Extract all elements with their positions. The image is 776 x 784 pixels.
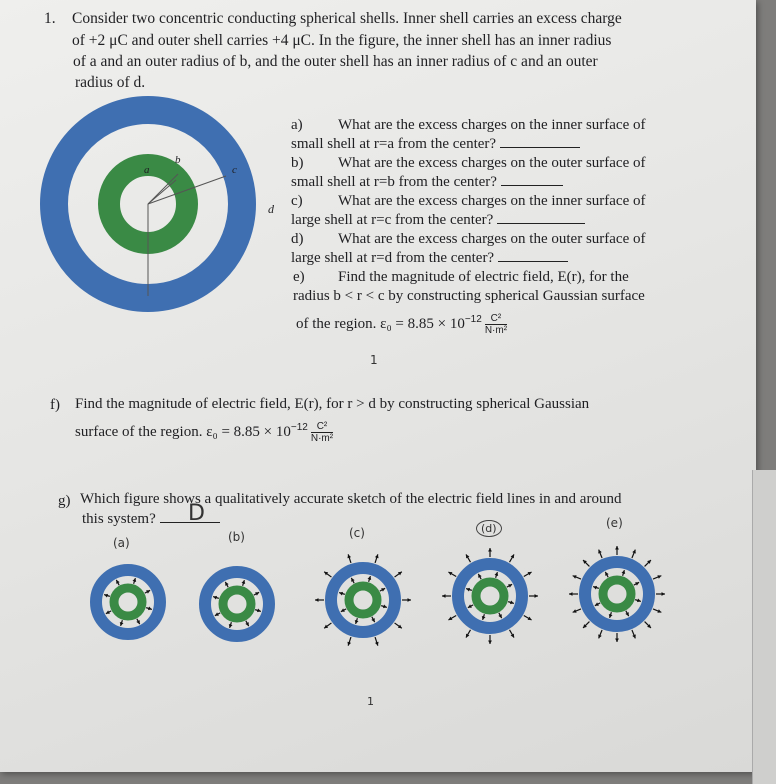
option-4-outer-arrow — [529, 594, 538, 598]
option-3-outer-arrow — [347, 554, 351, 563]
option-5-outer-arrow — [615, 633, 619, 642]
option-4-inner-arrow — [498, 613, 501, 618]
option-3-inner-arrow — [381, 605, 387, 609]
option-3-outer-arrow — [375, 637, 379, 646]
label-b: b — [175, 154, 181, 166]
part-d-tag: d) — [291, 231, 304, 247]
option-5-outer-arrow — [583, 622, 589, 628]
part-a-line2: small shell at r=a from the center? — [291, 135, 580, 154]
part-c-tag: c) — [291, 193, 303, 209]
option-1-inner-arrow — [146, 607, 152, 611]
option-b-label: (b) — [228, 530, 245, 544]
option-3-inner-arrow — [380, 588, 385, 591]
part-a-line1: What are the excess charges on the inner surface of — [338, 117, 646, 133]
option-3-inner-shell — [349, 586, 377, 614]
problem-line-3: of a and an outer radius of b, and the outer shell has an inner radius of c and an outer — [73, 53, 598, 70]
option-4-outer-shell — [458, 564, 522, 628]
option-5-inner-arrow — [635, 599, 641, 603]
option-4-outer-arrow — [466, 630, 471, 638]
option-1-inner-arrow — [104, 594, 110, 598]
option-4-outer-arrow — [510, 554, 515, 562]
option-5-inner-arrow — [595, 602, 600, 605]
part-e-line2: radius b < r < c by constructing spherical Gaussian surface — [293, 288, 645, 304]
problem-number: 1. — [44, 10, 56, 27]
option-3-outer-arrow — [324, 572, 331, 577]
part-c-line2: large shell at r=c from the center? — [291, 211, 585, 230]
option-3-inner-arrow — [371, 617, 374, 622]
label-c: c — [232, 164, 237, 176]
option-1-inner-arrow — [120, 620, 124, 626]
part-a-tag: a) — [291, 117, 303, 133]
part-f-line2: surface of the region. $\varepsilon_0 = 8.85 \times 10^{-12}$ $\frac{\text{C²}}{\text{N·m²}}$ — [75, 421, 334, 445]
option-5-outer-shell — [585, 562, 649, 626]
part-f-line1: Find the magnitude of electric field, E(r), for r > d by constructing spherical Gaussian — [75, 396, 590, 412]
option-4-inner-arrow — [482, 614, 486, 620]
option-3-inner-arrow — [355, 618, 359, 624]
page-number: 1 — [367, 695, 374, 708]
option-1-inner-arrow — [145, 590, 150, 593]
option-5-outer-arrow — [632, 630, 636, 638]
part-g-tag: g) — [58, 493, 71, 509]
option-5-outer-arrow — [598, 630, 602, 638]
part-g-line2: this system? — [82, 510, 220, 529]
option-5-outer-arrow — [645, 622, 651, 628]
option-2-inner-arrow — [254, 592, 259, 595]
option-5-inner-arrow — [609, 612, 613, 618]
option-5-inner-arrow — [634, 582, 639, 585]
part-b-line1: What are the excess charges on the outer surface of — [338, 155, 646, 171]
option-5-outer-arrow — [598, 550, 602, 558]
option-4-outer-arrow — [488, 548, 492, 557]
problem-line-2: of +2 μC and outer shell carries +4 μC. In the figure, the inner shell has an inner radius — [72, 32, 612, 49]
option-4-outer-arrow — [448, 616, 456, 621]
option-d-label: (d) — [476, 520, 502, 537]
option-4-inner-arrow — [466, 588, 472, 592]
option-1-inner-arrow — [133, 578, 137, 584]
option-5-inner-shell — [603, 580, 631, 608]
label-a: a — [144, 164, 150, 176]
option-3-inner-arrow — [341, 608, 346, 611]
problem-line-1: Consider two concentric conducting spherical shells. Inner shell carries an excess charge — [72, 10, 622, 27]
option-3-outer-arrow — [324, 623, 331, 628]
part-b-tag: b) — [291, 155, 304, 171]
option-1-outer-shell — [96, 570, 160, 634]
second-page-edge — [752, 470, 776, 784]
option-5-outer-arrow — [653, 609, 661, 613]
answer-d: D — [188, 501, 205, 526]
part-e-tag: e) — [293, 269, 305, 285]
option-5-outer-arrow — [573, 609, 581, 613]
option-5-outer-arrow — [583, 560, 589, 566]
option-5-outer-arrow — [632, 550, 636, 558]
option-2-inner-arrow — [229, 622, 233, 628]
option-4-inner-arrow — [468, 604, 473, 607]
option-1-inner-arrow — [136, 619, 139, 624]
option-3-outer-arrow — [395, 572, 402, 577]
option-a-label: (a) — [113, 536, 130, 550]
option-3-outer-arrow — [347, 637, 351, 646]
option-3-inner-arrow — [351, 578, 354, 583]
part-e-line3: of the region. $\varepsilon_0 = 8.85 \times 10^{-12}$ $\frac{\text{C²}}{\text{N·m²}}$ — [296, 313, 508, 337]
problem-line-4: radius of d. — [75, 74, 146, 91]
option-4-outer-arrow — [488, 635, 492, 644]
option-2-inner-arrow — [215, 612, 220, 615]
part-c-line1: What are the excess charges on the inner surface of — [338, 193, 646, 209]
part-e-line1: Find the magnitude of electric field, E(r), for the — [338, 269, 629, 285]
option-3-inner-arrow — [339, 592, 345, 596]
option-4-outer-arrow — [524, 616, 532, 621]
option-4-outer-arrow — [466, 554, 471, 562]
option-5-outer-arrow — [569, 592, 578, 596]
option-4-outer-arrow — [442, 594, 451, 598]
option-4-inner-arrow — [507, 584, 512, 587]
options-figures — [80, 540, 700, 650]
option-5-outer-arrow — [573, 575, 581, 579]
option-5-outer-arrow — [645, 560, 651, 566]
option-5-outer-arrow — [653, 575, 661, 579]
option-3-outer-arrow — [375, 554, 379, 563]
option-3-outer-arrow — [402, 598, 411, 602]
option-3-inner-arrow — [368, 576, 372, 582]
option-2-outer-shell — [205, 572, 269, 636]
option-5-inner-arrow — [593, 586, 599, 590]
option-4-inner-arrow — [495, 572, 499, 578]
option-1-inner-arrow — [116, 580, 119, 585]
option-5-outer-arrow — [656, 592, 665, 596]
option-2-inner-arrow — [242, 580, 246, 586]
part-d-line2: large shell at r=d from the center? — [291, 249, 568, 268]
option-4-inner-shell — [476, 582, 504, 610]
option-4-inner-arrow — [508, 601, 514, 605]
option-4-inner-arrow — [478, 574, 481, 579]
option-5-inner-arrow — [622, 570, 626, 576]
option-1-inner-arrow — [106, 610, 111, 613]
label-d: d — [268, 202, 274, 216]
shells-figure — [30, 92, 270, 332]
option-2-inner-arrow — [245, 621, 248, 626]
part-g-line1: Which figure shows a qualitatively accurate sketch of the electric field lines in and around — [80, 491, 622, 507]
part-f-tag: f) — [50, 397, 60, 413]
option-2-inner-arrow — [213, 596, 219, 600]
option-4-outer-arrow — [448, 572, 456, 577]
option-2-inner-shell — [223, 590, 251, 618]
option-3-outer-shell — [331, 568, 395, 632]
option-5-inner-arrow — [625, 611, 628, 616]
option-1-inner-shell — [114, 588, 142, 616]
option-2-inner-arrow — [255, 609, 261, 613]
option-2-inner-arrow — [225, 582, 228, 587]
option-3-outer-arrow — [315, 598, 324, 602]
option-4-outer-arrow — [524, 572, 532, 577]
option-4-outer-arrow — [510, 630, 515, 638]
option-e-label: (e) — [606, 516, 623, 530]
part-d-line1: What are the excess charges on the outer surface of — [338, 231, 646, 247]
part-b-line2: small shell at r=b from the center? — [291, 173, 563, 192]
option-c-label: (c) — [349, 526, 365, 540]
option-3-outer-arrow — [395, 623, 402, 628]
handwritten-mark: 1 — [370, 353, 378, 367]
option-5-inner-arrow — [605, 572, 608, 577]
option-5-outer-arrow — [615, 546, 619, 555]
